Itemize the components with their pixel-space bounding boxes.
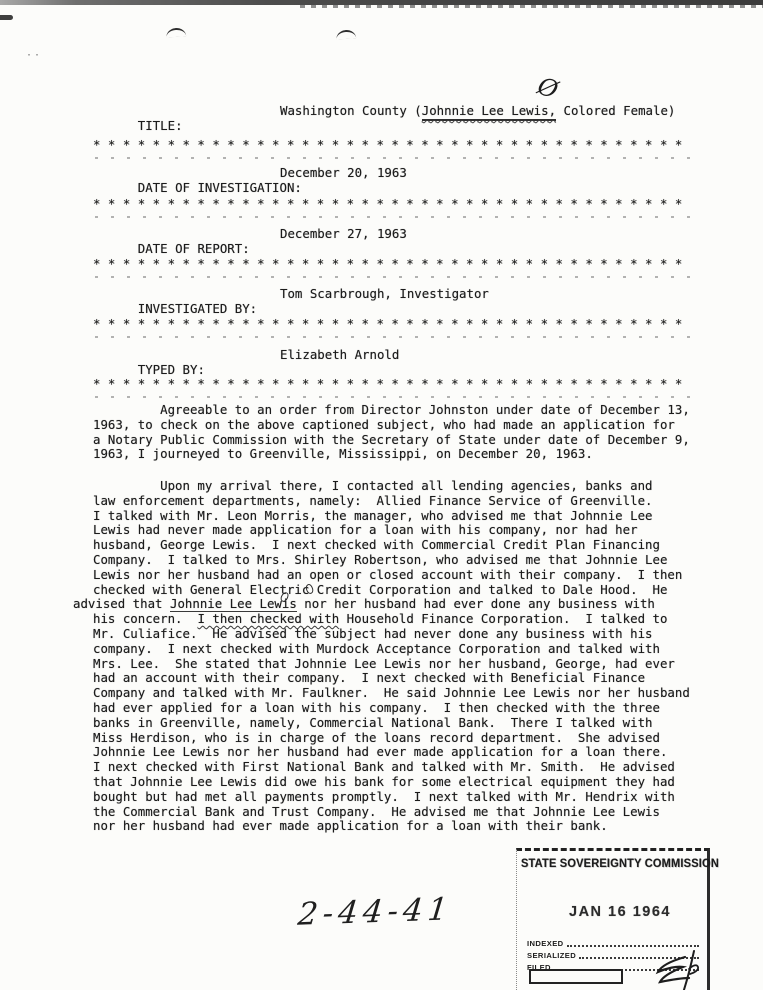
text-line: Agreeable to an order from Director Johnston under date of December 13, [93, 402, 690, 417]
stamp-date: JAN 16 1964 [569, 904, 671, 920]
text-line: had an account with their company. I next checked with Beneficial Finance [93, 670, 646, 686]
field-label-investigated-by: INVESTIGATED BY: [137, 300, 258, 316]
handwritten-initials-signature [645, 949, 709, 990]
field-label-title: TITLE: [137, 117, 183, 133]
text-line: nor her husband had ever made application for a loan with their bank. [93, 818, 608, 834]
title-value-prefix: Washington County ( [280, 103, 422, 118]
text-line: banks in Greenville, namely, Commercial National Bank. There I talked with [93, 714, 653, 730]
field-value-date-report: December 27, 1963 [280, 226, 407, 241]
text-line: Mr. Culiafice. He advised the subject had never done any business with his [93, 625, 653, 641]
text-line: Miss Herdison, who is in charge of the loans record department. She advised [93, 729, 660, 745]
text-line: husband, George Lewis. I next checked with Commercial Credit Plan Financing [93, 537, 660, 553]
handwritten-title-mark: Ø [534, 71, 562, 105]
text-line: Lewis had never made application for a loan with his company, nor had her [93, 522, 638, 538]
pen-squiggle-icon [336, 29, 357, 39]
text-line: bought but had met all payments promptly. I next talked with Mr. Hendrix with [93, 788, 675, 804]
asterisk-separator: * * * * * * * * * * * * * * * * * * * * * * * * * * * * * * * * * * * * * * * * [93, 376, 683, 391]
field-row-title [93, 103, 676, 163]
text-line: that Johnnie Lee Lewis did owe his bank for some electrical equipment they had [93, 773, 675, 789]
text-line: 1963, to check on the above captioned subject, who had made an application for [93, 416, 675, 432]
handwritten-file-number: 2-44-41 [296, 891, 455, 933]
field-value-date-investigation: December 20, 1963 [280, 165, 407, 180]
stamp-field-label: INDEXED [527, 939, 564, 948]
paragraph-1 [93, 403, 690, 462]
underlined-text: Johnnie Lee Lewis [169, 596, 297, 612]
field-label-typed-by: TYPED BY: [137, 361, 205, 377]
typewriter-artifact-line [95, 276, 691, 278]
asterisk-separator: * * * * * * * * * * * * * * * * * * * * * * * * * * * * * * * * * * * * * * * * [93, 196, 683, 211]
stamp-field-label: FILED [527, 963, 551, 972]
field-label-date-investigation: DATE OF INVESTIGATION: [137, 179, 302, 195]
typewriter-artifact-line [95, 216, 691, 218]
field-label-date-report: DATE OF REPORT: [137, 240, 250, 256]
stamp-empty-checkbox [529, 969, 623, 984]
text-line: the Commercial Bank and Trust Company. He advised me that Johnnie Lee Lewis [93, 803, 660, 819]
text-line: Company. I talked to Mrs. Shirley Robertson, who advised me that Johnnie Lee [93, 551, 668, 567]
dotted-leader-line [567, 945, 699, 947]
text-line: Upon my arrival there, I contacted all lending agencies, banks and [93, 478, 653, 493]
title-value [280, 104, 675, 119]
text-line: had ever applied for a loan with his company. I then checked with the three [93, 699, 660, 715]
scan-top-edge-dashes [300, 5, 763, 8]
text-line: I talked with Mr. Leon Morris, the manager, who advised me that Johnnie Lee [93, 507, 653, 523]
pen-squiggle-icon [166, 27, 187, 37]
title-value-suffix: Colored Female) [556, 103, 676, 118]
stamp-agency-name: STATE SOVEREIGNTY COMMISSION [521, 858, 719, 870]
text-line: advised that Johnnie Lee Lewis nor her husband had ever done any business with [73, 596, 655, 612]
text-line: checked with General Electric Credit Corporation and talked to Dale Hood. He [93, 581, 668, 597]
text-line: Johnnie Lee Lewis nor her husband had ever made application for a loan there. [93, 744, 668, 760]
stamp-field-label: SERIALIZED [527, 951, 577, 960]
typewriter-artifact-line [95, 336, 691, 338]
text-line: company. I next checked with Murdock Acceptance Corporation and talked with [93, 640, 660, 656]
typewriter-artifact-line [95, 396, 691, 398]
underlined-text: I then checked with [197, 611, 340, 627]
text-line: I next checked with First National Bank and talked with Mr. Smith. He advised [93, 759, 675, 775]
field-value-investigated-by: Tom Scarbrough, Investigator [280, 286, 489, 301]
text-line: 1963, I journeyed to Greenville, Mississippi, on December 20, 1963. [93, 446, 593, 462]
paragraph-2 [73, 478, 690, 834]
scan-left-edge-mark [0, 15, 13, 20]
typewriter-artifact-line [95, 157, 691, 159]
stamp-field-indexed [527, 937, 699, 948]
asterisk-separator: * * * * * * * * * * * * * * * * * * * * * * * * * * * * * * * * * * * * * * * * [93, 316, 683, 331]
text-line: Company and talked with Mr. Faulkner. He said Johnnie Lee Lewis nor her husband [93, 685, 690, 701]
scan-speck-dots: ·· [26, 50, 43, 61]
asterisk-separator: * * * * * * * * * * * * * * * * * * * * * * * * * * * * * * * * * * * * * * * * [93, 137, 683, 152]
text-line: law enforcement departments, namely: Allied Finance Service of Greenville. [93, 492, 653, 508]
field-value-typed-by: Elizabeth Arnold [280, 347, 400, 362]
text-line: a Notary Public Commission with the Secretary of State under date of December 9, [93, 431, 690, 447]
text-line: his concern. I then checked with Household Finance Corporation. I talked to [93, 611, 668, 627]
text-line: Mrs. Lee. She stated that Johnnie Lee Lewis nor her husband, George, had ever [93, 655, 675, 671]
title-subject-underlined: Johnnie Lee Lewis, [422, 103, 556, 121]
text-line: Lewis nor her husband had an open or closed account with their company. I then [93, 566, 683, 582]
received-stamp [516, 848, 719, 990]
asterisk-separator: * * * * * * * * * * * * * * * * * * * * * * * * * * * * * * * * * * * * * * * * [93, 256, 683, 271]
